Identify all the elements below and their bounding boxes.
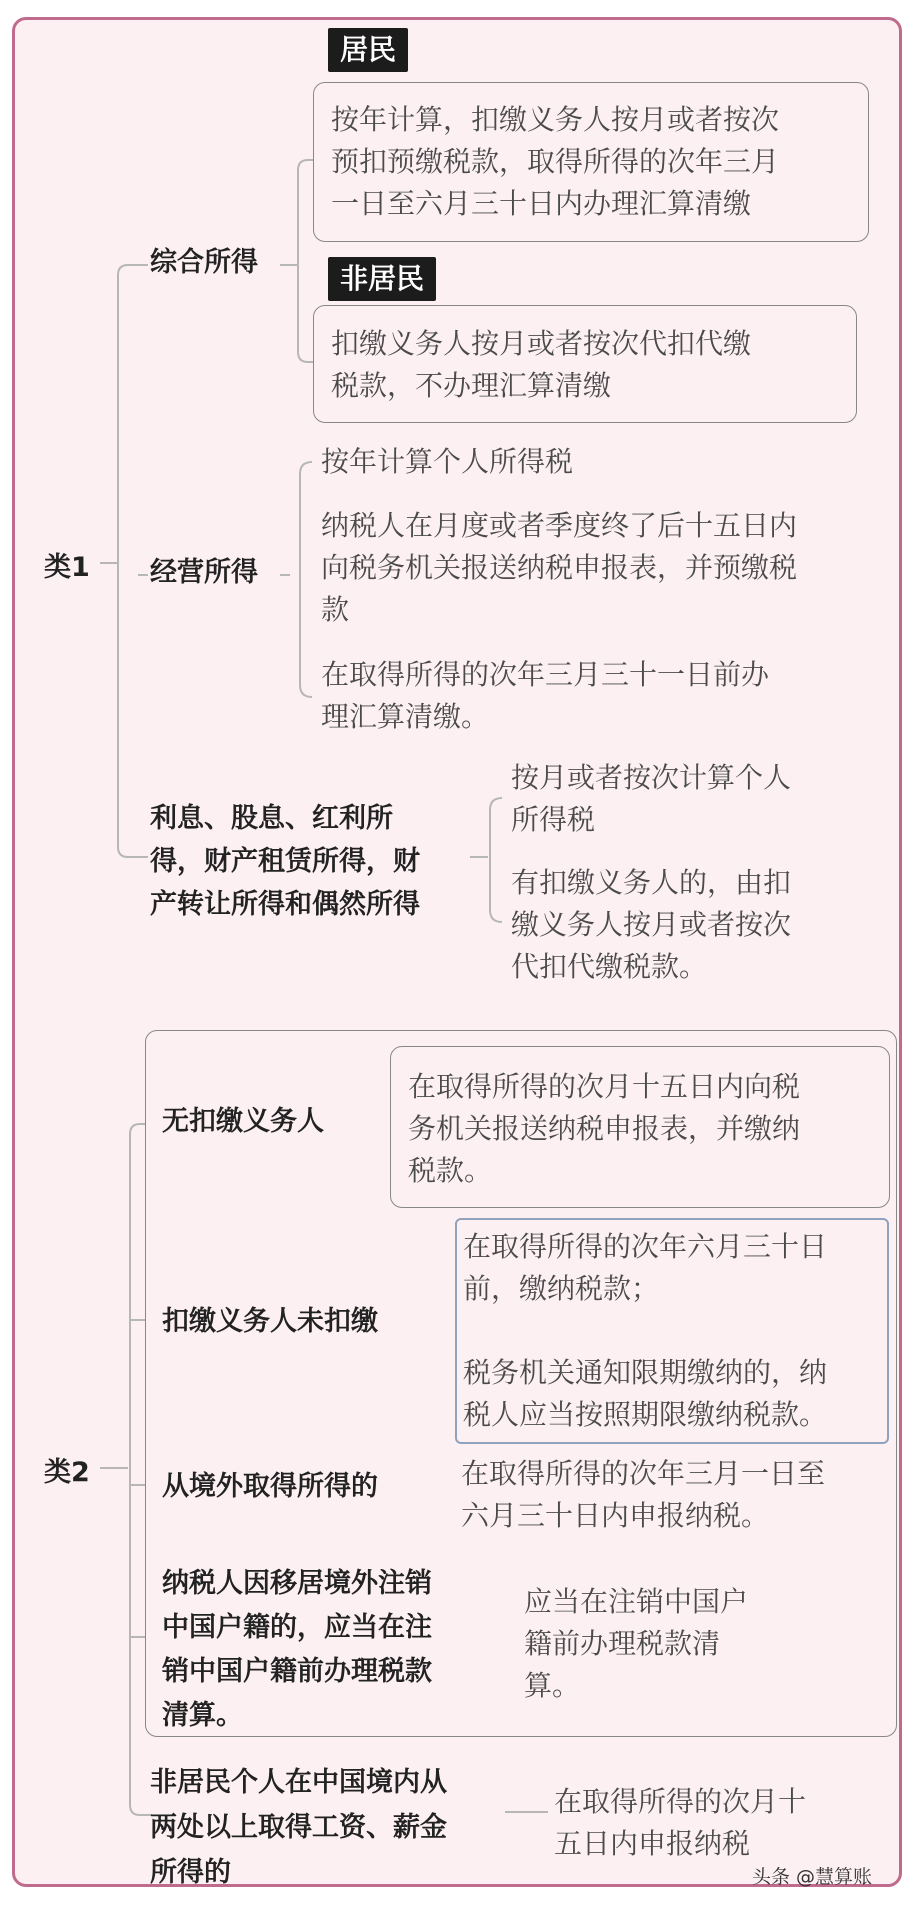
not-withheld-label: 扣缴义务人未扣缴 <box>162 1306 378 1337</box>
emigration-text: 应当在注销中国户 籍前办理税款清 算。 <box>524 1585 749 1702</box>
nonresident-tag: 非居民 <box>328 257 436 301</box>
interest-item-2: 有扣缴义务人的，由扣 缴义务人按月或者按次 代扣代缴税款。 <box>511 866 792 983</box>
nonresident-multi-source-text: 在取得所得的次月十 五日内申报纳税 <box>554 1785 807 1860</box>
business-item-2: 纳税人在月度或者季度终了后十五日内 向税务机关报送纳税申报表，并预缴税 款 <box>321 509 798 626</box>
business-income-label: 经营所得 <box>150 557 258 588</box>
cat1-label: 类1 <box>44 552 90 583</box>
nonresident-multi-source-label: 非居民个人在中国境内从 两处以上取得工资、薪金 所得的 <box>150 1767 447 1888</box>
interest-income-label: 利息、股息、红利所 得，财产租赁所得，财 产转让所得和偶然所得 <box>150 803 420 920</box>
foreign-income-label: 从境外取得所得的 <box>162 1471 378 1502</box>
comprehensive-income-label: 综合所得 <box>150 247 258 278</box>
foreign-income-text: 在取得所得的次年三月一日至 六月三十日内申报纳税。 <box>461 1457 826 1532</box>
no-withholding-text: 在取得所得的次月十五日内向税 务机关报送纳税申报表，并缴纳 税款。 <box>408 1070 801 1187</box>
cat2-label: 类2 <box>44 1457 90 1488</box>
resident-tag: 居民 <box>328 28 408 72</box>
emigration-label: 纳税人因移居境外注销 中国户籍的，应当在注 销中国户籍前办理税款 清算。 <box>162 1568 432 1731</box>
not-withheld-text-1: 在取得所得的次年六月三十日 前，缴纳税款； <box>463 1230 828 1305</box>
interest-item-1: 按月或者按次计算个人 所得税 <box>511 761 792 836</box>
resident-text: 按年计算，扣缴义务人按月或者按次 预扣预缴税款，取得所得的次年三月 一日至六月三十日内办理汇算清缴 <box>331 103 780 220</box>
nonresident-text: 扣缴义务人按月或者按次代扣代缴 税款，不办理汇算清缴 <box>331 327 752 402</box>
business-item-1: 按年计算个人所得税 <box>321 445 574 478</box>
not-withheld-text-2: 税务机关通知限期缴纳的，纳 税人应当按照期限缴纳税款。 <box>463 1356 828 1431</box>
watermark-text: 头条 @慧算账 <box>752 1866 873 1888</box>
no-withholding-label: 无扣缴义务人 <box>162 1106 324 1137</box>
business-item-3: 在取得所得的次年三月三十一日前办 理汇算清缴。 <box>321 658 770 733</box>
